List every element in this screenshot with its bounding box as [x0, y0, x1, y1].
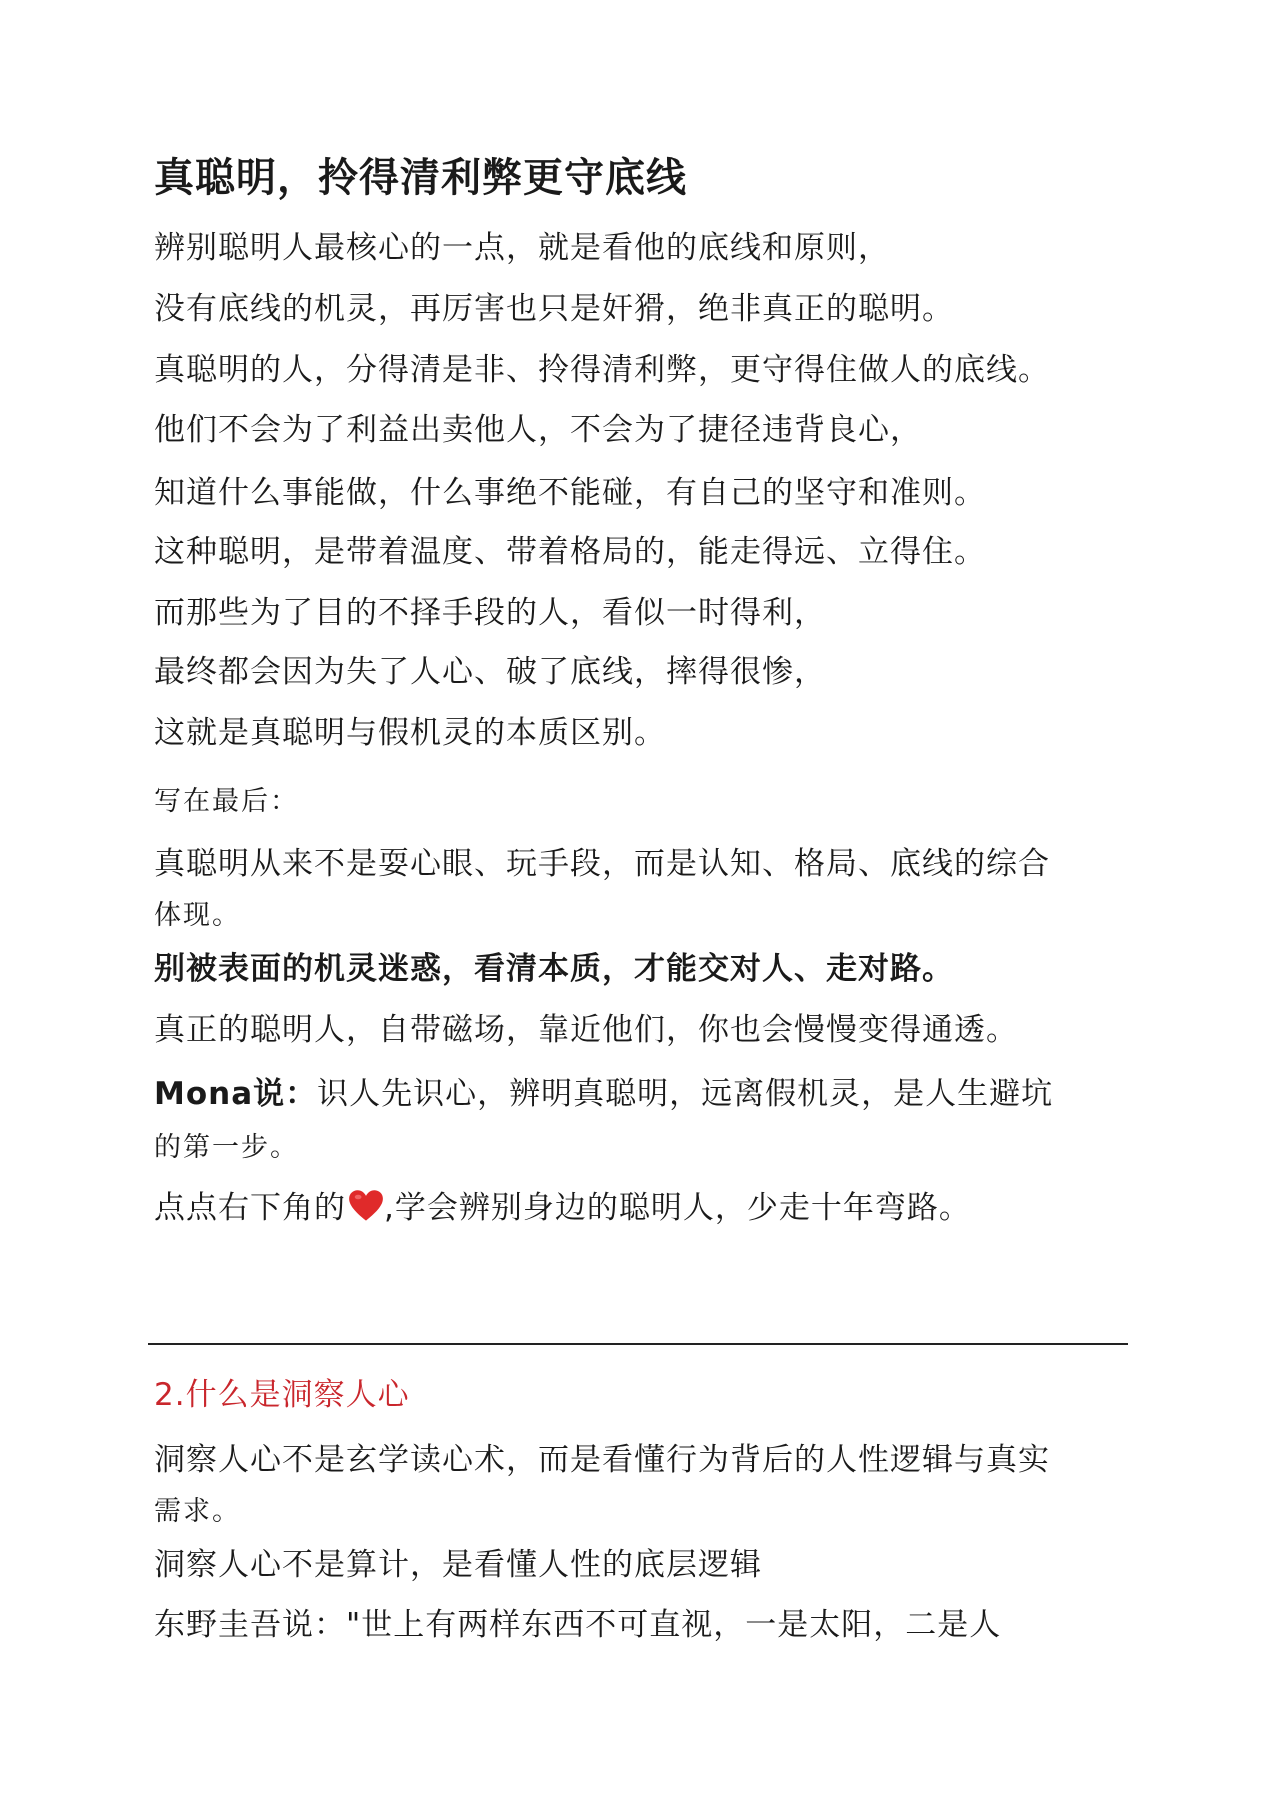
paragraph-line: 这种聪明，是带着温度、带着格局的，能走得远、立得住。 [154, 534, 986, 570]
closing-line: 真正的聪明人，自带磁场，靠近他们，你也会慢慢变得通透。 [154, 1012, 1018, 1048]
section-title: 真聪明，拎得清利弊更守底线 [154, 155, 687, 201]
paragraph-line: 这就是真聪明与假机灵的本质区别。 [154, 715, 666, 751]
mona-quote [154, 1074, 1053, 1114]
paragraph-line: 他们不会为了利益出卖他人，不会为了捷径违背良心， [154, 412, 922, 448]
paragraph-line: 真聪明的人，分得清是非、拎得清利弊，更守得住做人的底线。 [154, 352, 1050, 388]
closing-line: 真聪明从来不是耍心眼、玩手段，而是认知、格局、底线的综合 [154, 846, 1050, 882]
paragraph-line: 东野圭吾说："世上有两样东西不可直视，一是太阳，二是人 [154, 1607, 1002, 1643]
mona-quote-continued: 的第一步。 [154, 1132, 299, 1163]
cta-text-after: ,学会辨别身边的聪明人，少走十年弯路。 [384, 1190, 971, 1226]
cta-text-before: 点点右下角的 [154, 1190, 346, 1226]
cta-line [154, 1188, 971, 1228]
paragraph-line: 辨别聪明人最核心的一点，就是看他的底线和原则， [154, 230, 890, 266]
heart-icon [348, 1188, 384, 1224]
paragraph-line: 洞察人心不是玄学读心术，而是看懂行为背后的人性逻辑与真实 [154, 1442, 1050, 1478]
paragraph-line: 最终都会因为失了人心、破了底线，摔得很惨， [154, 654, 826, 690]
section-divider [148, 1343, 1128, 1345]
mona-label: Mona说： [154, 1076, 318, 1112]
mona-text: 识人先识心，辨明真聪明，远离假机灵，是人生避坑 [317, 1076, 1054, 1112]
paragraph-line: 洞察人心不是算计，是看懂人性的底层逻辑 [154, 1547, 762, 1583]
closing-line-continued: 体现。 [154, 900, 241, 931]
section-heading: 2.什么是洞察人心 [154, 1377, 410, 1413]
paragraph-line-continued: 需求。 [154, 1496, 241, 1527]
emphasis-line: 别被表面的机灵迷惑，看清本质，才能交对人、走对路。 [154, 951, 954, 987]
paragraph-line: 知道什么事能做，什么事绝不能碰，有自己的坚守和准则。 [154, 475, 986, 511]
paragraph-line: 没有底线的机灵，再厉害也只是奸猾，绝非真正的聪明。 [154, 291, 954, 327]
paragraph-line: 而那些为了目的不择手段的人，看似一时得利， [154, 595, 826, 631]
closing-label: 写在最后： [154, 786, 299, 817]
